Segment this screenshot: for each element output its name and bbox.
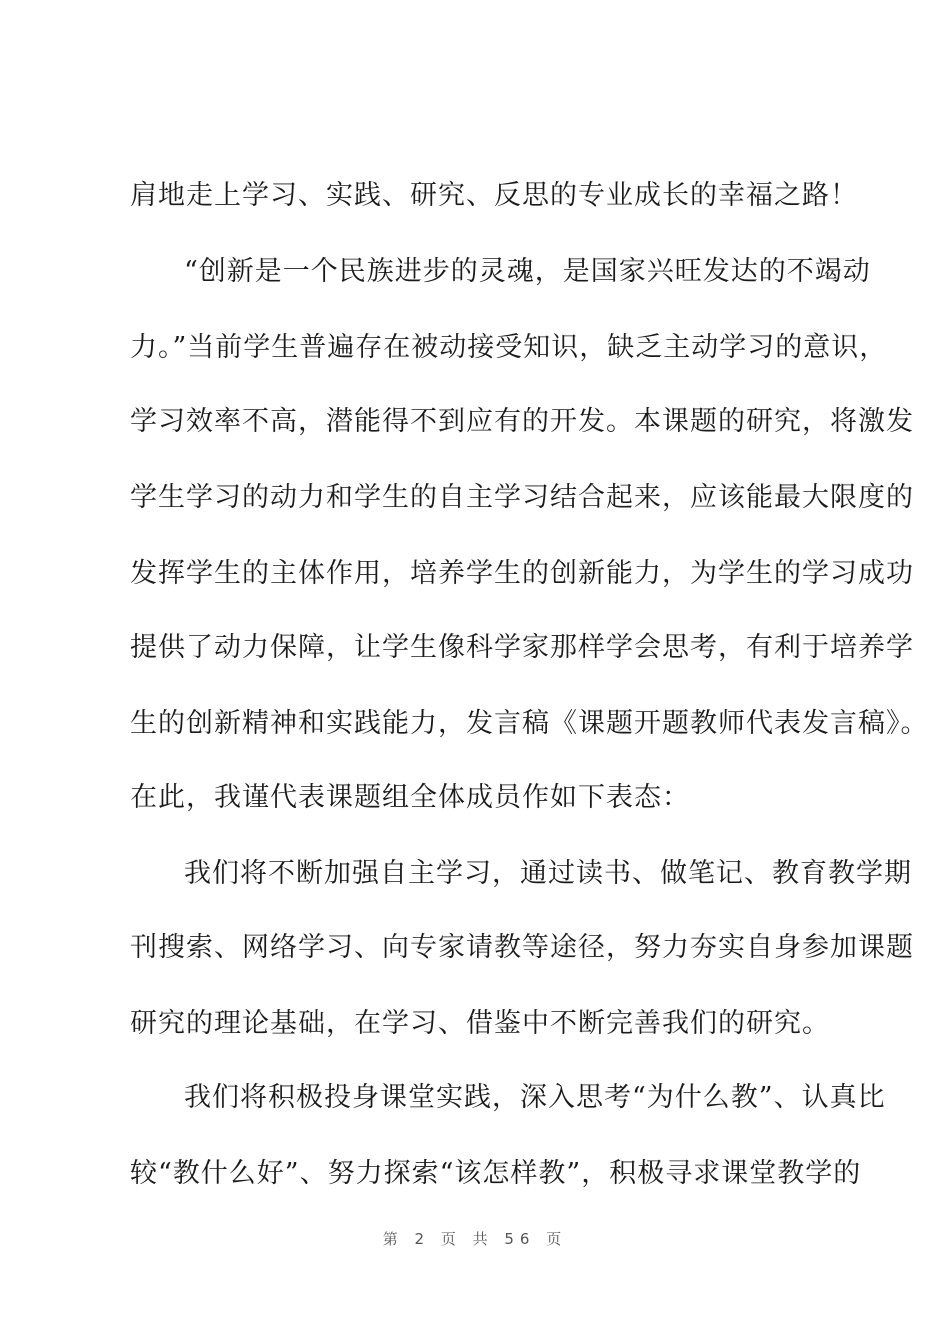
text-line: 研究的理论基础，在学习、借鉴中不断完善我们的研究。 [130, 1008, 830, 1039]
text-line: 学生学习的动力和学生的自主学习结合起来，应该能最大限度的 [130, 482, 914, 513]
text-line: “创新是一个民族进步的灵魂，是国家兴旺发达的不竭动 [184, 256, 871, 287]
text-line: 在此，我谨代表课题组全体成员作如下表态： [130, 782, 690, 813]
page-number-footer: 第 2 页 共 56 页 [382, 1230, 568, 1248]
text-line: 提供了动力保障，让学生像科学家那样学会思考，有利于培养学 [130, 632, 914, 663]
text-line: 我们将积极投身课堂实践，深入思考“为什么教”、认真比 [184, 1082, 886, 1113]
text-line: 力。”当前学生普遍存在被动接受知识，缺乏主动学习的意识， [130, 332, 888, 363]
text-line: 刊搜索、网络学习、向专家请教等途径，努力夯实自身参加课题 [130, 932, 914, 963]
text-line: 较“教什么好”、努力探索“该怎样教”，积极寻求课堂教学的 [130, 1158, 862, 1189]
text-line: 发挥学生的主体作用，培养学生的创新能力，为学生的学习成功 [130, 558, 914, 589]
text-line: 肩地走上学习、实践、研究、反思的专业成长的幸福之路！ [130, 180, 858, 211]
text-line: 生的创新精神和实践能力，发言稿《课题开题教师代表发言稿》。 [130, 708, 929, 739]
text-line: 学习效率不高，潜能得不到应有的开发。本课题的研究，将激发 [130, 406, 914, 437]
text-line: 我们将不断加强自主学习，通过读书、做笔记、教育教学期 [184, 858, 912, 889]
